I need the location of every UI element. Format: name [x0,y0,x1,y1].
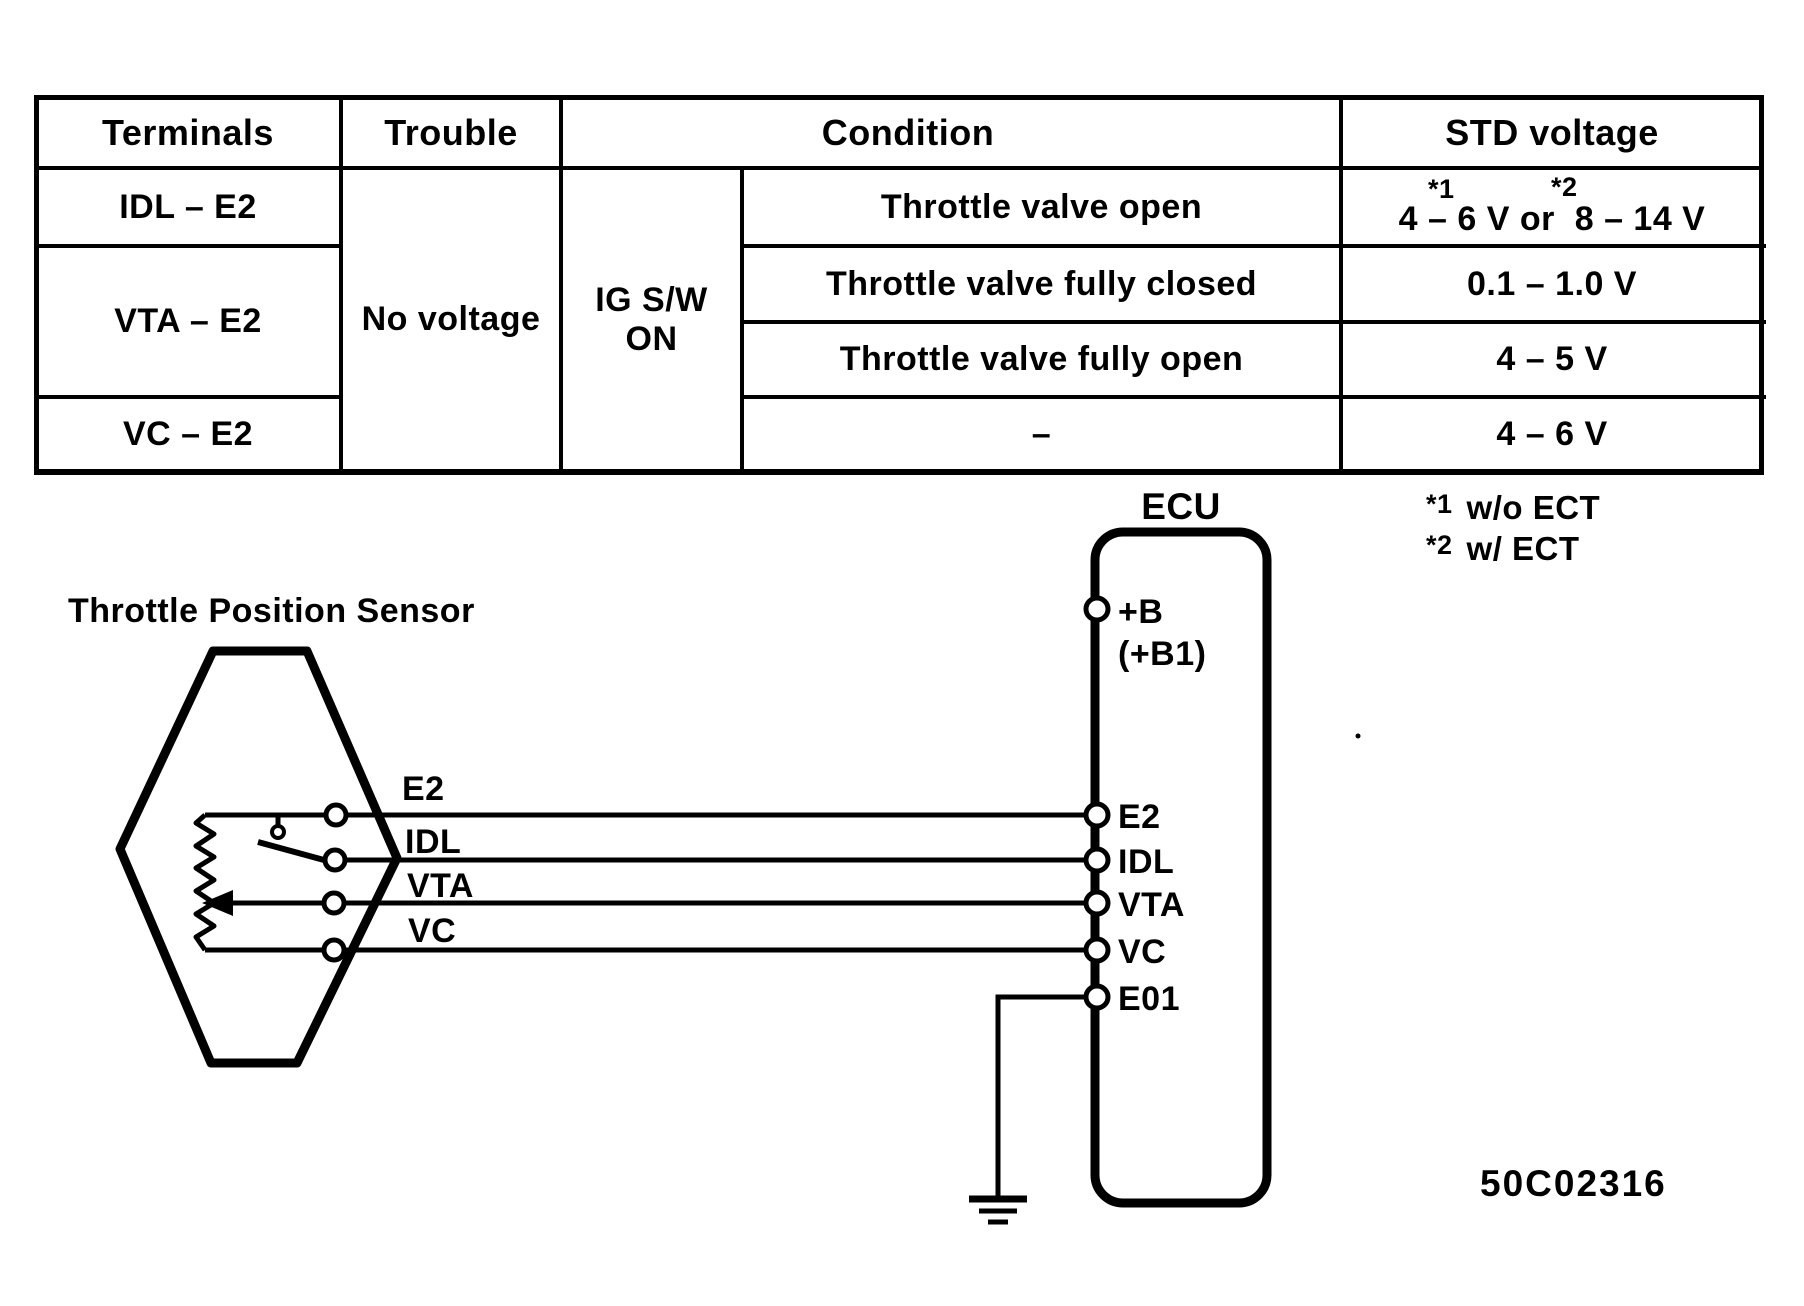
sensor-terminal-vc [324,940,344,960]
footnote-2-text: w/ ECT [1466,530,1580,567]
ecu-pin-label-vc: VC [1118,933,1167,971]
ig-sw-line2: ON [625,319,678,358]
wire-label-vta: VTA [407,867,474,905]
sensor-title: Throttle Position Sensor [68,592,475,630]
ecu-terminal-b [1086,598,1108,620]
ecu-title: ECU [1141,486,1221,527]
wire-label-vc: VC [408,912,457,950]
voltage-footnote-mark-1: *1 [1428,174,1455,204]
voltage-value-row2: 0.1 – 1.0 V [1467,264,1637,303]
trouble-no-voltage: No voltage [361,300,541,338]
voltage-value-row3: 4 – 5 V [1496,340,1608,378]
voltage-value-row4: 4 – 6 V [1496,414,1608,453]
ecu-pin-label-b1: (+B1) [1118,635,1207,673]
scan-speck [1356,734,1361,739]
footnote-1-text: w/o ECT [1466,489,1601,526]
ecu-pin-label-e01: E01 [1118,980,1180,1018]
figure-code: 50C02316 [1480,1163,1667,1204]
condition-throttle-open: Throttle valve open [880,187,1203,226]
ecu-pin-label-vta: VTA [1118,886,1185,924]
wire-label-idl: IDL [405,823,462,861]
footnote-2-mark: *2 [1426,530,1453,560]
ecu-terminal-idl [1086,849,1108,871]
header-terminals: Terminals [102,112,274,153]
ecu-terminal-vc [1086,939,1108,961]
switch-contact-point [272,826,284,838]
voltage-footnote-mark-2: *2 [1551,172,1578,202]
potentiometer-resistor [196,815,214,950]
terminals-vta-e2: VTA – E2 [114,302,262,340]
header-std-voltage: STD voltage [1445,112,1659,153]
ecu-terminal-vta [1086,892,1108,914]
wire-label-e2: E2 [402,770,445,808]
ecu-terminal-e01 [1086,986,1108,1008]
ecu-terminal-e2 [1086,804,1108,826]
condition-throttle-fully-closed: Throttle valve fully closed [825,264,1258,303]
wire-e01-ground [998,997,1097,1197]
footnote-2 [1426,530,1580,568]
ecu-pin-label-idl: IDL [1118,843,1175,881]
ig-sw-line1: IG S/W [595,281,708,320]
ecu-pin-label-b: +B [1118,593,1164,631]
terminals-vc-e2: VC – E2 [122,414,254,453]
terminals-idl-e2: IDL – E2 [119,187,257,226]
header-condition: Condition [821,112,995,153]
condition-throttle-fully-open: Throttle valve fully open [839,340,1244,378]
condition-dash: – [1031,414,1052,453]
header-trouble: Trouble [384,112,518,153]
sensor-terminal-e2 [326,805,346,825]
footnote-1 [1426,489,1600,527]
throttle-position-sensor-outline [120,651,397,1063]
footnote-1-mark: *1 [1426,489,1453,519]
voltage-value-row1: 4 – 6 V or 8 – 14 V [1398,200,1706,238]
ecu-pin-label-e2: E2 [1118,798,1161,836]
sensor-terminal-idl [325,850,345,870]
switch-arm [258,842,324,860]
wiper-arrow-icon [202,890,233,916]
sensor-terminal-vta [324,893,344,913]
